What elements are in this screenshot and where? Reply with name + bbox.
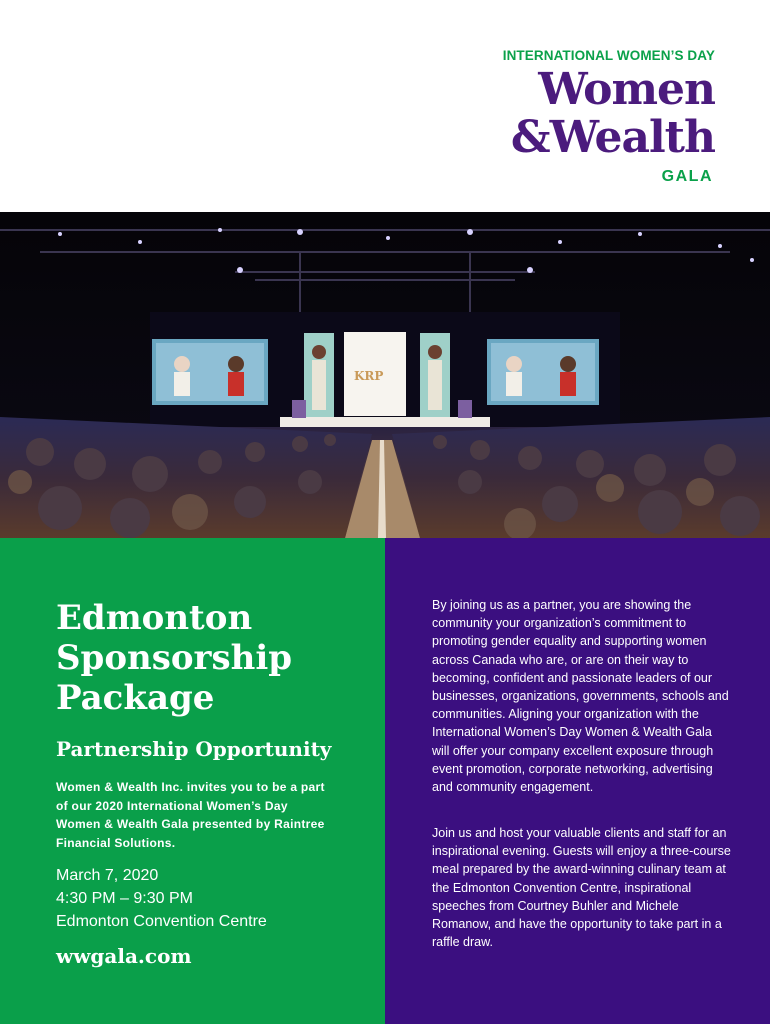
gala-event-photo [0, 212, 770, 538]
document-title: Edmonton Sponsorship Package [56, 598, 293, 718]
logo-line-1: INTERNATIONAL WOMEN’S DAY [502, 48, 715, 63]
gala-ballroom-illustration [0, 212, 770, 538]
event-date: March 7, 2020 [56, 867, 159, 884]
event-details [56, 864, 356, 933]
header [0, 0, 770, 212]
event-venue: Edmonton Convention Centre [56, 913, 267, 930]
document-subtitle: Partnership Opportunity [56, 737, 332, 761]
event-time: 4:30 PM – 9:30 PM [56, 890, 193, 907]
partnership-paragraph: By joining us as a partner, you are showing the community your organization’s commitment to promoting gender equality and supporting women across Canada who are, or are on their way to becoming, confident and passionate leaders of our businesses, organizations, governments, schools and communities. Aligning your organization with the International Women’s Day Women & Wealth Gala will offer your company excellent exposure through event promotion, corporate networking, advertising and community engagement. [432, 598, 729, 795]
logo-line-2: Women [538, 64, 715, 115]
logo-line-3: &Wealth [510, 112, 715, 163]
women-wealth-gala-logo [455, 46, 715, 196]
right-info-panel [385, 538, 770, 1024]
logo-line-4: GALA [661, 168, 713, 185]
event-paragraph: Join us and host your valuable clients and staff for an inspirational evening. Guests will enjoy a three-course meal prepared by the award-winning culinary team at the Edmonton Convention Centre, inspirational speeches from Courtney Buhler and Michele Romanow, and have the opportunity to take part in a raffle draw. [432, 826, 731, 950]
center-screen-logo: KRP [354, 369, 384, 383]
left-info-panel [0, 538, 385, 1024]
website-link[interactable]: wwgala.com [56, 944, 192, 968]
invitation-text: Women & Wealth Inc. invites you to be a part of our 2020 International Women’s Day Women & Wealth Gala presented by Raintree Financial Solutions. [56, 780, 325, 850]
